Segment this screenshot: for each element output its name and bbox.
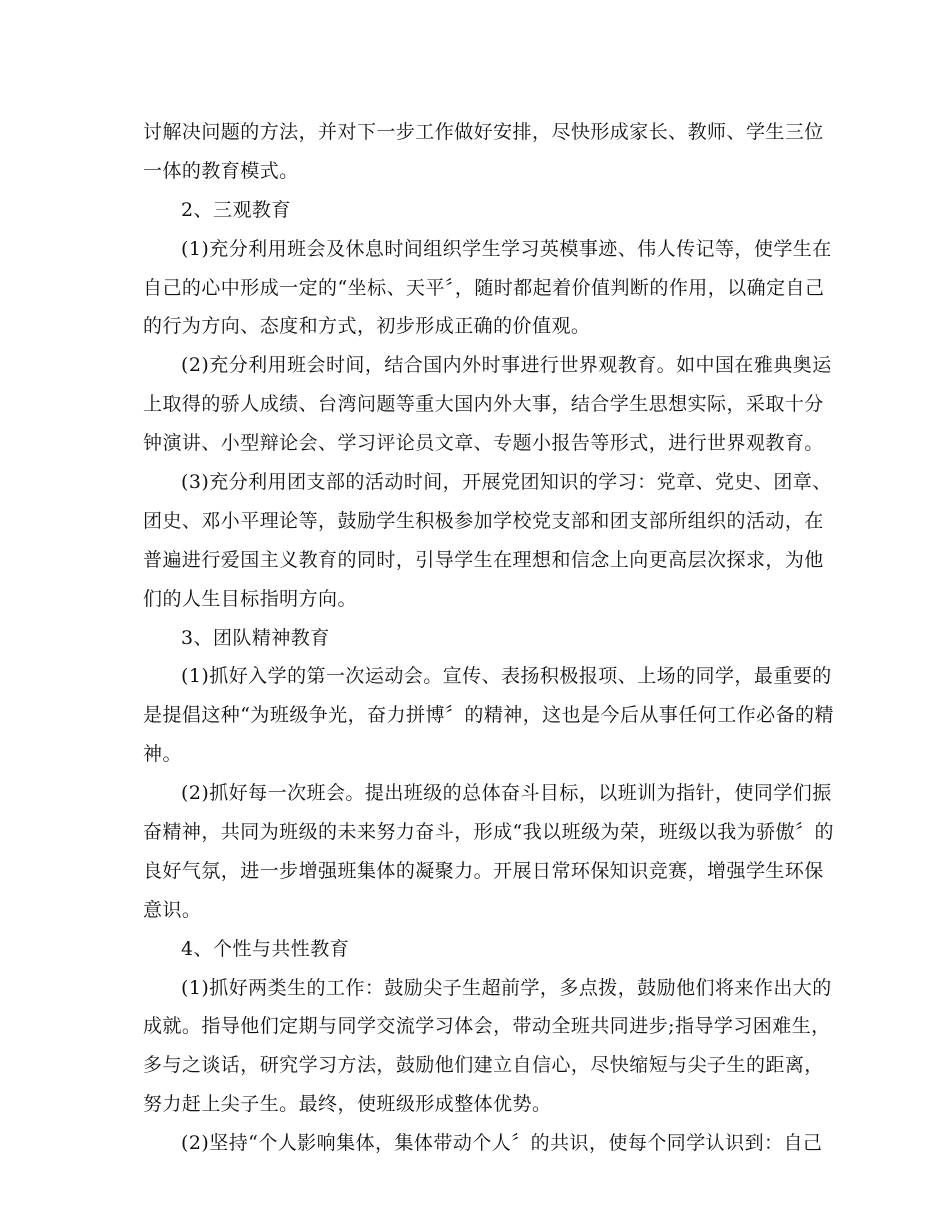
text-line: (1)充分利用班会及休息时间组织学生学习英模事迹、伟人传记等，使学生在 bbox=[181, 237, 832, 260]
text-line: 成就。指导他们定期与同学交流学习体会，带动全班共同进步;指导学习困难生， bbox=[143, 1015, 831, 1038]
text-line: 神。 bbox=[143, 743, 182, 766]
text-line: 们的人生目标指明方向。 bbox=[143, 587, 357, 610]
text-line: 普遍进行爱国主义教育的同时，引导学生在理想和信念上向更高层次探求，为他 bbox=[143, 548, 824, 571]
text-line: 是提倡这种“为班级争光，奋力拼博〞的精神，这也是今后从事任何工作必备的精 bbox=[143, 704, 834, 727]
document-body bbox=[143, 113, 834, 1163]
text-line: 团史、邓小平理论等，鼓励学生积极参加学校党支部和团支部所组织的活动，在 bbox=[143, 509, 824, 532]
text-line: 努力赶上尖子生。最终，使班级形成整体优势。 bbox=[143, 1093, 552, 1116]
text-line: (2)充分利用班会时间，结合国内外时事进行世界观教育。如中国在雅典奥运 bbox=[181, 354, 832, 377]
text-line: 2、三观教育 bbox=[181, 198, 291, 221]
text-line: 良好气氛，进一步增强班集体的凝聚力。开展日常环保知识竞赛，增强学生环保 bbox=[143, 859, 824, 882]
text-line: 多与之谈话，研究学习方法，鼓励他们建立自信心，尽快缩短与尖子生的距离， bbox=[143, 1054, 824, 1077]
text-line: 4、个性与共性教育 bbox=[181, 937, 350, 960]
text-line: (1)抓好两类生的工作：鼓励尖子生超前学，多点拨，鼓励他们将来作出大的 bbox=[181, 976, 832, 999]
text-line: 自己的心中形成一定的“坐标、天平〞，随时都起着价值判断的作用，以确定自己 bbox=[143, 276, 825, 299]
text-line: 的行为方向、态度和方式，初步形成正确的价值观。 bbox=[143, 315, 591, 338]
text-line: 讨解决问题的方法，并对下一步工作做好安排，尽快形成家长、教师、学生三位 bbox=[143, 121, 824, 143]
text-line: 3、团队精神教育 bbox=[181, 626, 330, 649]
text-line: (1)抓好入学的第一次运动会。宣传、表扬积极报项、上场的同学，最重要的 bbox=[181, 665, 832, 688]
text-line: 一体的教育模式。 bbox=[143, 159, 299, 182]
text-line: (2)坚持“个人影响集体，集体带动个人〞的共识，使每个同学认识到：自己 bbox=[181, 1132, 823, 1155]
text-line: (3)充分利用团支部的活动时间，开展党团知识的学习：党章、党史、团章、 bbox=[181, 471, 832, 494]
text-line: 意识。 bbox=[143, 898, 202, 921]
text-line: (2)抓好每一次班会。提出班级的总体奋斗目标，以班训为指针，使同学们振 bbox=[181, 782, 832, 805]
text-line: 钟演讲、小型辩论会、学习评论员文章、专题小报告等形式，进行世界观教育。 bbox=[143, 432, 824, 455]
text-line: 奋精神，共同为班级的未来努力奋斗，形成“我以班级为荣，班级以我为骄傲〞的 bbox=[143, 821, 834, 844]
text-line: 上取得的骄人成绩、台湾问题等重大国内外大事，结合学生思想实际，采取十分 bbox=[143, 393, 824, 416]
